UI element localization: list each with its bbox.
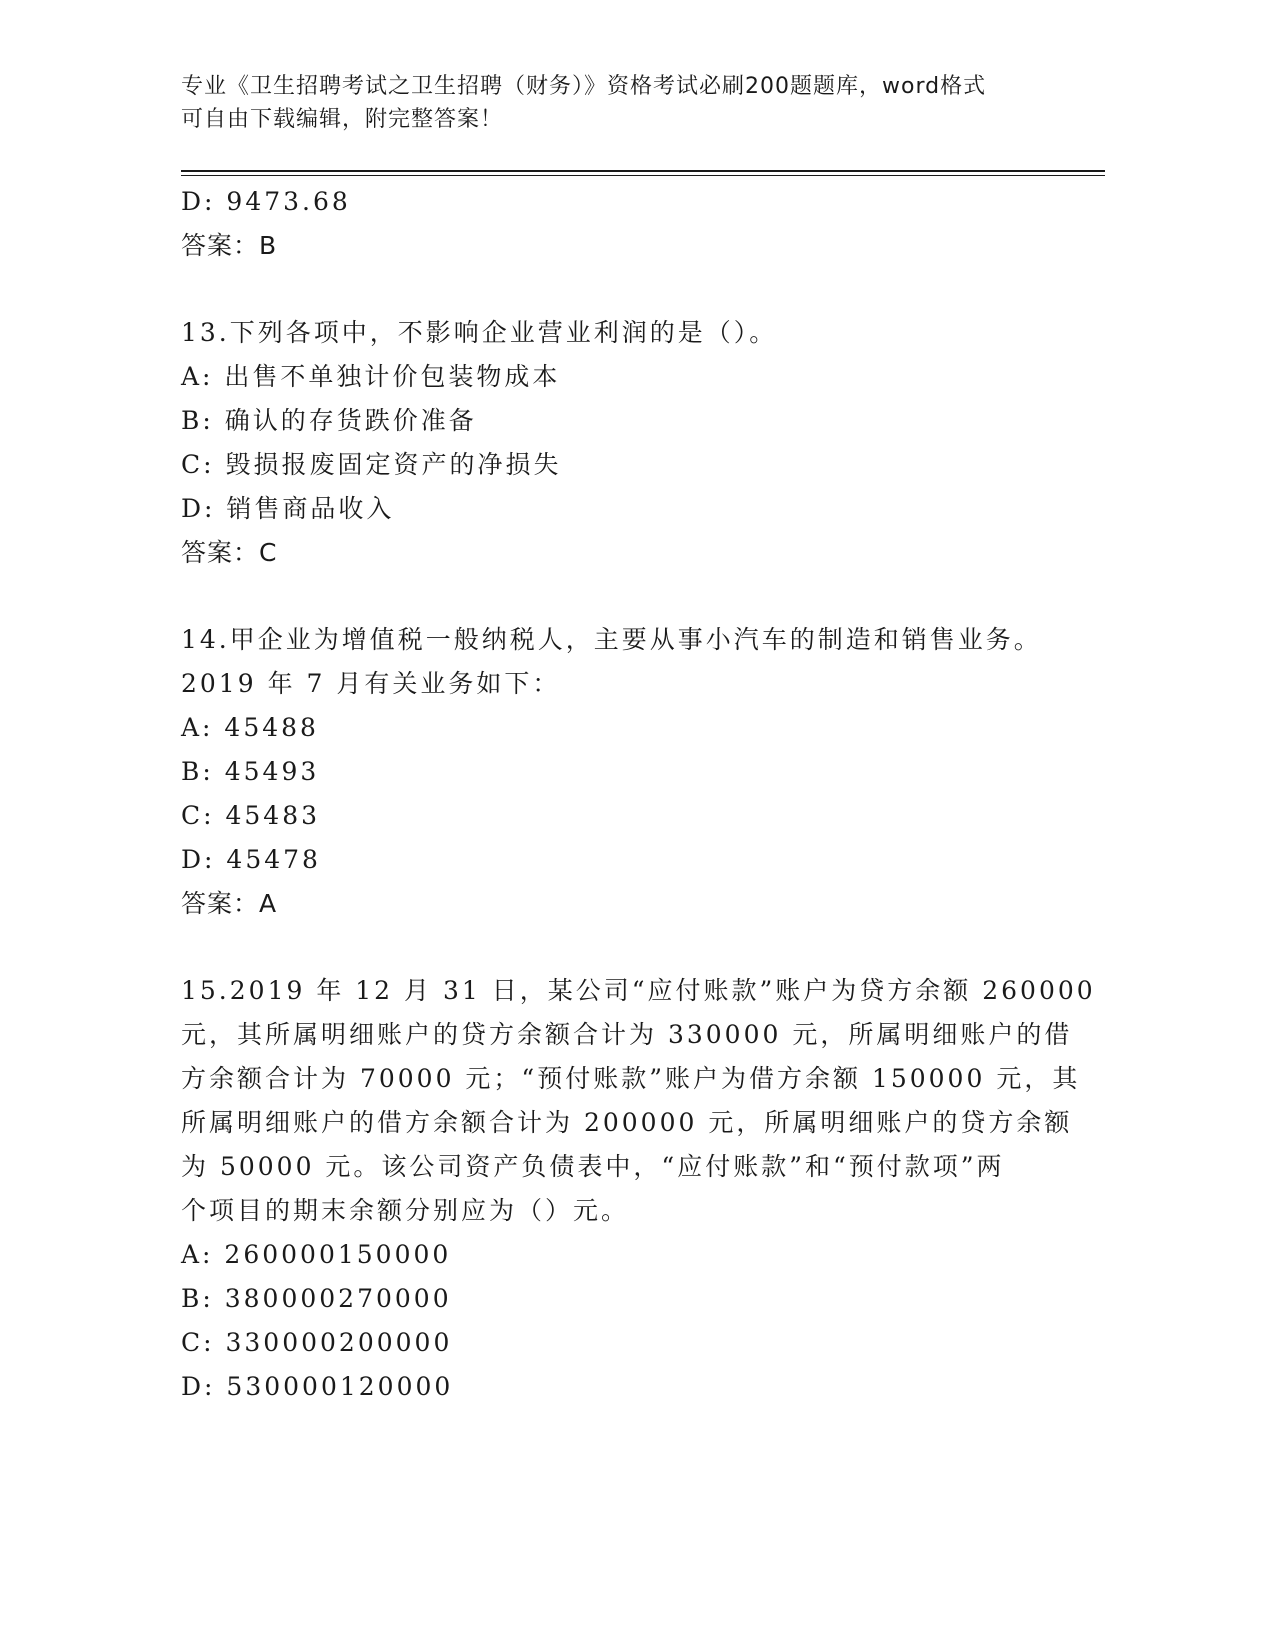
q14-answer: 答案：A: [181, 889, 278, 918]
header-line-2: 可自由下载编辑，附完整答案！: [181, 107, 504, 132]
q14-text-line-2: 2019 年 7 月有关业务如下：: [181, 669, 561, 698]
q15-text-line-2: 元，其所属明细账户的贷方余额合计为 330000 元，所属明细账户的借: [181, 1020, 1073, 1049]
q13-option-d: D: 销售商品收入: [181, 494, 395, 523]
header-divider-thin: [181, 175, 1105, 176]
q13-option-b: B: 确认的存货跌价准备: [181, 406, 477, 435]
header-divider-thick: [181, 170, 1105, 172]
q14-option-d: D: 45478: [181, 845, 321, 874]
header-line-1: 专业《卫生招聘考试之卫生招聘（财务）》资格考试必刷200题题库，word格式: [181, 74, 987, 99]
q13-answer: 答案：C: [181, 538, 278, 567]
q14-option-c: C: 45483: [181, 801, 321, 830]
q13-option-a: A: 出售不单独计价包装物成本: [181, 362, 561, 391]
prev-answer: 答案：B: [181, 231, 278, 260]
q14-text-line-1: 14.甲企业为增值税一般纳税人，主要从事小汽车的制造和销售业务。: [181, 625, 1042, 654]
q15-text-line-4: 所属明细账户的借方余额合计为 200000 元，所属明细账户的贷方余额: [181, 1108, 1073, 1137]
q15-text-line-1: 15.2019 年 12 月 31 日，某公司“应付账款”账户为贷方余额 260000: [181, 976, 1096, 1005]
q14-option-b: B: 45493: [181, 757, 320, 786]
q14-option-a: A: 45488: [181, 713, 319, 742]
q15-text-line-3: 方余额合计为 70000 元；“预付账款”账户为借方余额 150000 元，其: [181, 1064, 1081, 1093]
q15-option-b: B: 380000270000: [181, 1284, 452, 1313]
spacer: [181, 926, 1031, 969]
spacer: [181, 575, 1031, 618]
q13-option-c: C: 毁损报废固定资产的净损失: [181, 450, 562, 479]
q13-text: 13.下列各项中，不影响企业营业利润的是（）。: [181, 318, 778, 347]
q15-option-a: A: 260000150000: [181, 1240, 452, 1269]
q15-text-line-6: 个项目的期末余额分别应为（）元。: [181, 1196, 630, 1225]
document-header: [181, 70, 1061, 136]
question-content: [181, 180, 1096, 1409]
q15-option-d: D: 530000120000: [181, 1372, 454, 1401]
prev-option-d: D: 9473.68: [181, 187, 351, 216]
q15-text-line-5: 为 50000 元。该公司资产负债表中，“应付账款”和“预付款项”两: [181, 1152, 1005, 1181]
spacer: [181, 268, 1031, 311]
q15-option-c: C: 330000200000: [181, 1328, 453, 1357]
